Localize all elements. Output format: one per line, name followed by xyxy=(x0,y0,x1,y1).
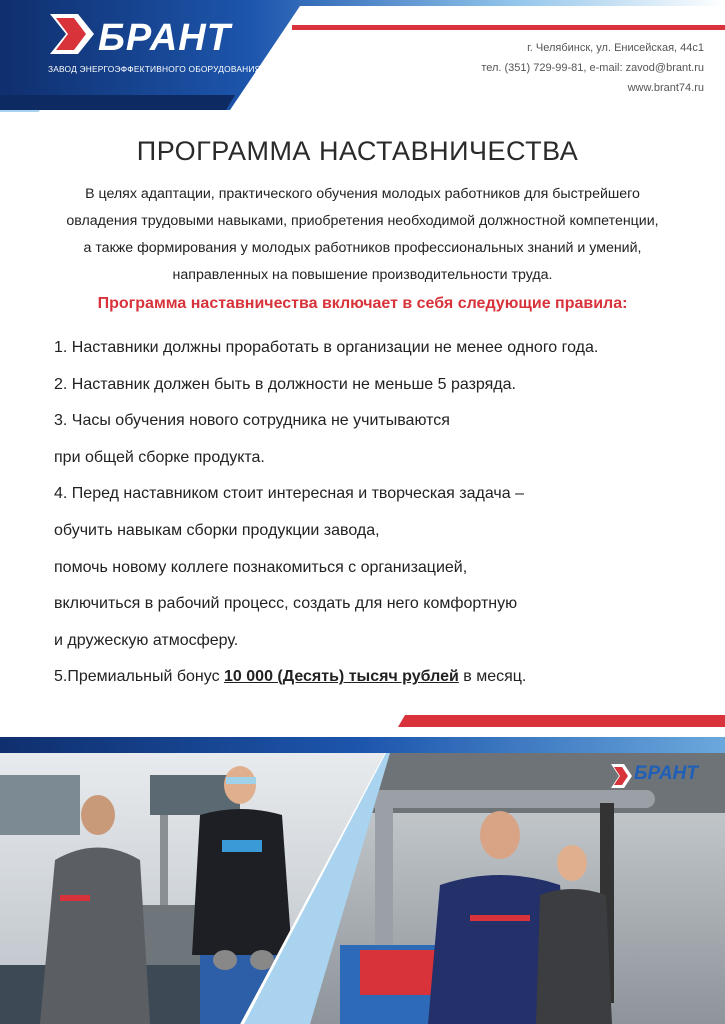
intro-line: направленных на повышение производительности труда. xyxy=(172,267,553,283)
intro-line: а также формирования у молодых работников профессиональных знаний и умений, xyxy=(83,240,642,256)
photo-brand-logo xyxy=(610,762,720,792)
contacts-block xyxy=(481,38,704,98)
rule-line: 2. Наставник должен быть в должности не меньше 5 разряда. xyxy=(54,375,516,393)
rule-line: включиться в рабочий процесс, создать для него комфортную xyxy=(54,595,518,613)
bonus-prefix: 5.Премиальный бонус xyxy=(54,668,225,686)
bonus-suffix: в месяц. xyxy=(458,668,527,686)
intro-paragraph xyxy=(20,181,705,289)
website: www.brant74.ru xyxy=(627,82,704,94)
bonus-line xyxy=(54,663,704,700)
rule-line: при общей сборке продукта. xyxy=(54,448,265,466)
header xyxy=(0,0,725,112)
rule-line: и дружескую атмосферу. xyxy=(54,631,239,649)
brand-tagline: ЗАВОД ЭНЕРГОЭФФЕКТИВНОГО ОБОРУДОВАНИЯ xyxy=(48,64,261,74)
phone-email: тел. (351) 729-99-81, e-mail: zavod@brant.ru xyxy=(481,62,704,74)
brand-name: БРАНТ xyxy=(98,17,231,59)
rule-line: помочь новому коллеге познакомиться с организацией, xyxy=(54,558,468,576)
rule-line: 3. Часы обучения нового сотрудника не учитываются xyxy=(54,412,450,430)
brand-logo-icon xyxy=(48,12,96,56)
rule-line: 1. Наставники должны проработать в организации не менее одного года. xyxy=(54,339,599,356)
photo-section xyxy=(0,715,725,1024)
intro-line: В целях адаптации, практического обучения молодых работников для быстрейшего xyxy=(85,186,640,202)
intro-line: овладения трудовыми навыками, приобретения необходимой должностной компетенции, xyxy=(66,213,659,229)
bonus-amount: 10 000 (Десять) тысяч рублей xyxy=(224,668,459,686)
workshop-photo-right xyxy=(300,753,725,1024)
rules-heading: Программа наставничества включает в себя следующие правила: xyxy=(97,295,628,312)
address: г. Челябинск, ул. Енисейская, 44с1 xyxy=(527,42,704,54)
page-title: ПРОГРАММА НАСТАВНИЧЕСТВА xyxy=(136,136,579,166)
photo-brand-logo-icon xyxy=(610,763,634,789)
rule-line: обучить навыкам сборки продукции завода, xyxy=(54,521,380,539)
photo-brand-name: БРАНТ xyxy=(634,763,698,784)
rules-list xyxy=(54,334,704,700)
rule-line: 4. Перед наставником стоит интересная и творческая задача – xyxy=(54,485,524,503)
brand-logo xyxy=(48,12,261,87)
